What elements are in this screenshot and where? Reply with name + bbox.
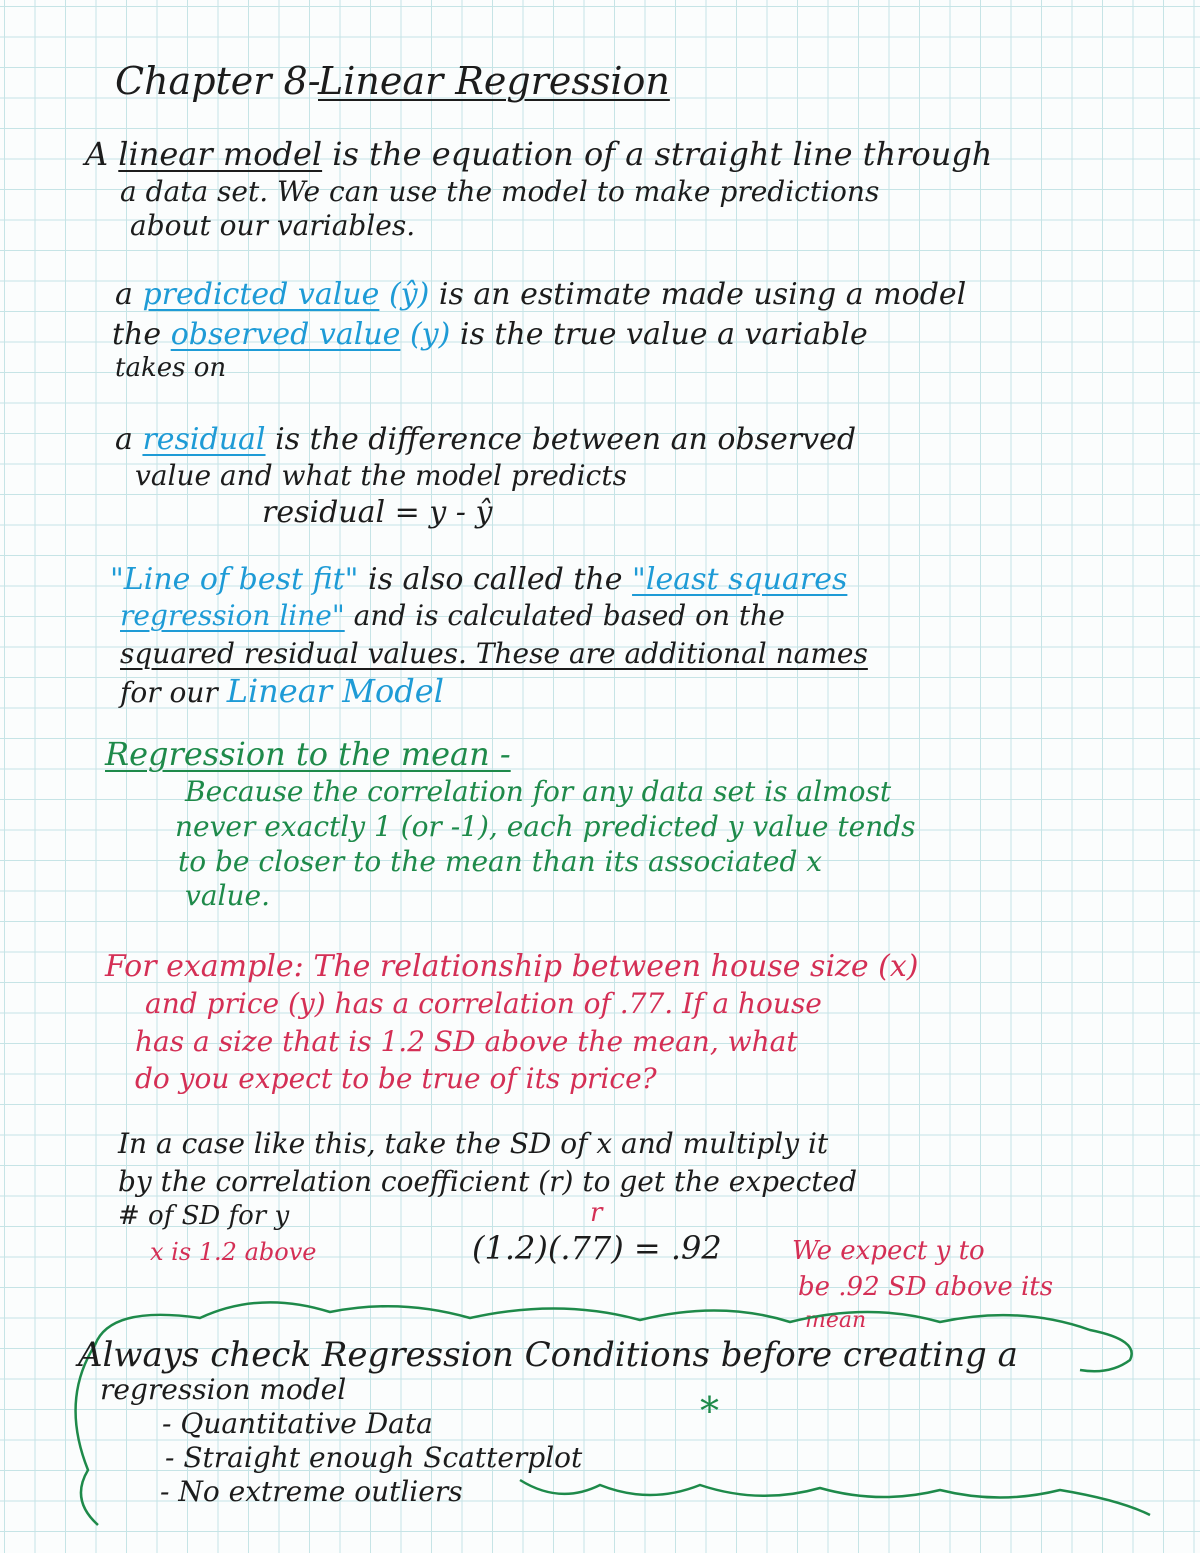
example-line-2: and price (y) has a correlation of .77. If a house [145, 987, 822, 1020]
term-linear-model: linear model [118, 135, 323, 173]
calculation: (1.2)(.77) = .92 [472, 1229, 722, 1267]
solution-line-2: by the correlation coefficient (r) to get the expected [118, 1165, 858, 1198]
example-line-3: has a size that is 1.2 SD above the mean, what [135, 1025, 798, 1058]
residual-rest: is the difference between an observed [275, 422, 857, 457]
expect-line-2: be .92 SD above its [798, 1272, 1054, 1302]
regression-mean-line-4: value. [185, 879, 270, 912]
chapter-label: Chapter 8- [115, 59, 321, 103]
solution-line-1: In a case like this, take the SD of x and multiply it [118, 1127, 829, 1160]
observed-the: the [112, 317, 162, 352]
term-regression-line: regression line" [120, 599, 345, 632]
condition-item-1: - Quantitative Data [162, 1407, 433, 1440]
intro-line-1 [85, 135, 993, 173]
observed-line [112, 317, 868, 352]
expect-line-3: mean [805, 1308, 867, 1333]
intro-line-2: a data set. We can use the model to make predictions [120, 175, 880, 208]
example-line-1: For example: The relationship between house size (x) [105, 949, 919, 984]
conditions-line-2: regression model [100, 1373, 347, 1406]
predicted-line-1 [115, 277, 967, 312]
best-fit-line-2 [120, 599, 785, 632]
symbol-y-hat: (ŷ) [388, 277, 430, 312]
regression-mean-heading: Regression to the mean - [105, 735, 511, 773]
best-fit-for-our: for our [120, 676, 218, 709]
best-fit-rest-2: and is calculated based on the [353, 599, 785, 632]
best-fit-line-3: squared residual values. These are additional names [120, 637, 868, 670]
regression-mean-line-3: to be closer to the mean than its associated x [178, 845, 823, 878]
residual-a: a [115, 422, 133, 457]
term-predicted-value: predicted value [142, 277, 380, 312]
best-fit-line-4 [120, 672, 444, 710]
regression-mean-line-1: Because the correlation for any data set is almost [185, 775, 892, 808]
term-linear-model-blue: Linear Model [226, 672, 444, 710]
residual-formula: residual = y - ŷ [262, 495, 493, 530]
residual-line-2: value and what the model predicts [135, 459, 627, 492]
takes-on-line: takes on [115, 353, 227, 383]
observed-rest: is the true value a variable [459, 317, 868, 352]
star-icon: * [700, 1389, 719, 1433]
term-least-squares: "least squares [632, 562, 848, 597]
r-label: r [590, 1198, 603, 1228]
example-line-4: do you expect to be true of its price? [135, 1062, 657, 1095]
predicted-a: a [115, 277, 133, 312]
predicted-rest: is an estimate made using a model [438, 277, 967, 312]
condition-item-3: - No extreme outliers [160, 1475, 463, 1508]
residual-line-1 [115, 422, 857, 457]
best-fit-line-1 [110, 562, 848, 597]
regression-mean-line-2: never exactly 1 (or -1), each predicted y value tends [175, 810, 916, 843]
expect-line-1: We expect y to [792, 1236, 985, 1266]
condition-item-2: - Straight enough Scatterplot [165, 1441, 583, 1474]
page-title: Linear Regression [318, 59, 670, 103]
intro-line-3: about our variables. [130, 209, 416, 242]
conditions-line-1: Always check Regression Conditions before creating a [78, 1335, 1018, 1375]
term-line-of-best-fit: "Line of best fit" [110, 562, 359, 597]
best-fit-rest-1: is also called the [367, 562, 623, 597]
note-x-above: x is 1.2 above [150, 1238, 317, 1266]
symbol-y: (y) [409, 317, 451, 352]
solution-line-3: # of SD for y [118, 1201, 290, 1231]
intro-a: A [85, 135, 109, 173]
term-observed-value: observed value [170, 317, 401, 352]
term-residual: residual [142, 422, 266, 457]
intro-rest-1: is the equation of a straight line through [332, 135, 993, 173]
